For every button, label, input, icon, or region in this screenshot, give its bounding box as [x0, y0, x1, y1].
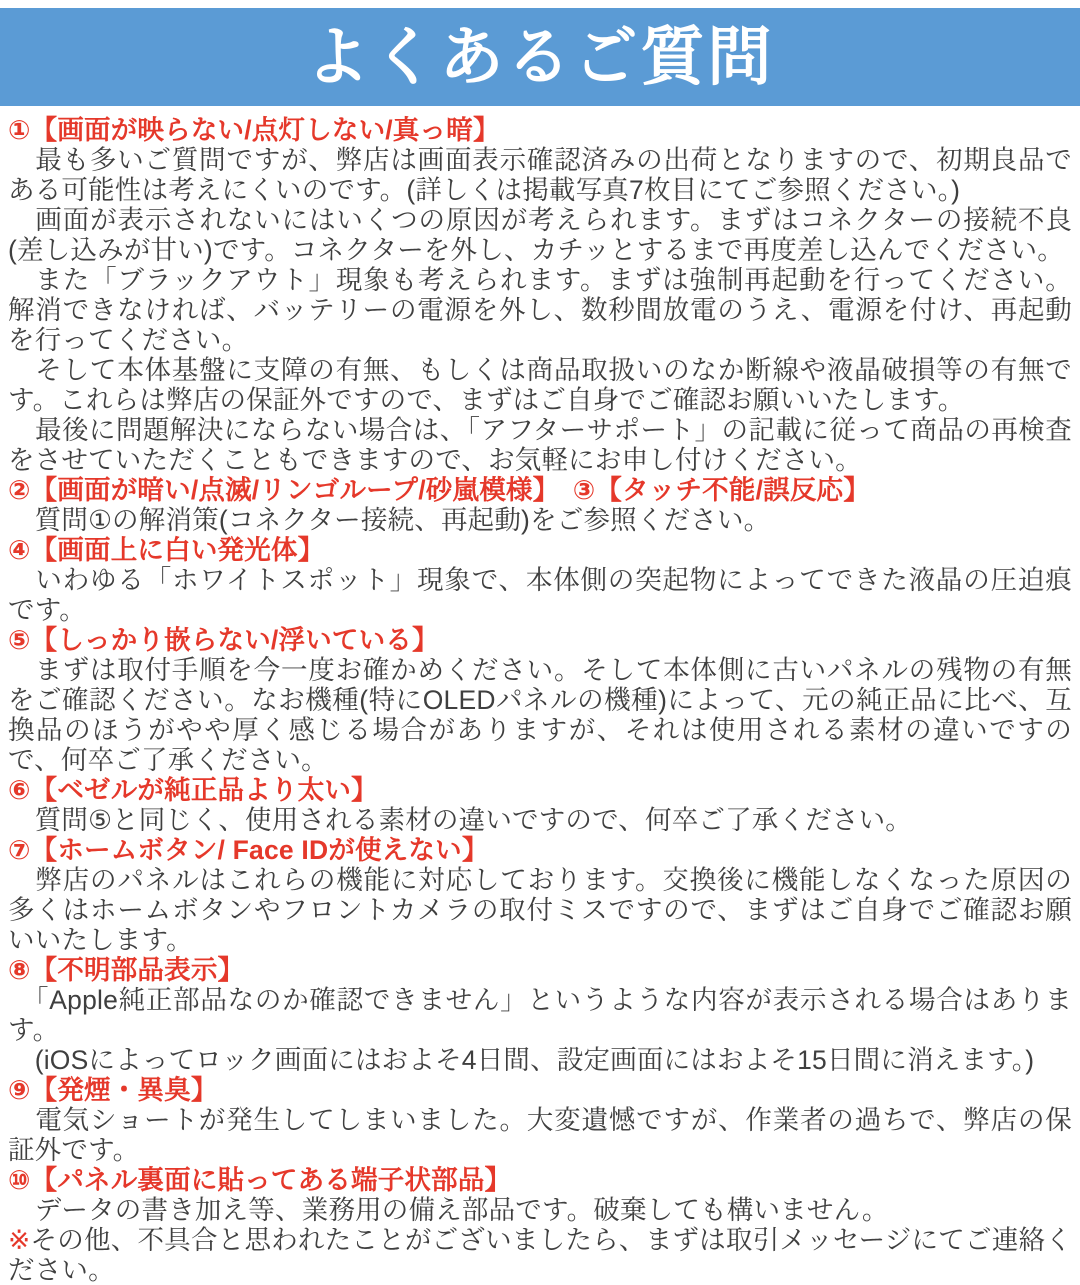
- faq-answer-paragraph: 「Apple純正部品なのか確認できません」というような内容が表示される場合はあります。: [8, 985, 1072, 1045]
- faq-answer-paragraph: 最も多いご質問ですが、弊店は画面表示確認済みの出荷となりますので、初期良品である可能性は考えにくいのです。(詳しくは掲載写真7枚目にてご参照ください。): [8, 145, 1072, 205]
- faq-item: [8, 775, 1072, 835]
- faq-notice-page: [0, 8, 1080, 1285]
- faq-answer-paragraph: そして本体基盤に支障の有無、もしくは商品取扱いのなか断線や液晶破損等の有無です。これらは弊店の保証外ですので、まずはご自身でご確認お願いいたします。: [8, 355, 1072, 415]
- faq-question-heading: ⑥【ベゼルが純正品より太い】: [8, 775, 378, 805]
- faq-question-heading: ④【画面上に白い発光体】: [8, 535, 325, 565]
- faq-answer-paragraph: 弊店のパネルはこれらの機能に対応しております。交換後に機能しなくなった原因の多くはホームボタンやフロントカメラの取付ミスですので、まずはご自身でご確認お願いいたします。: [8, 865, 1072, 955]
- footnote-marker: ※: [8, 1225, 31, 1255]
- faq-item: [8, 535, 1072, 625]
- faq-content: [0, 106, 1080, 1285]
- faq-item: [8, 1075, 1072, 1165]
- faq-answer-paragraph: いわゆる「ホワイトスポット」現象で、本体側の突起物によってできた液晶の圧迫痕です。: [8, 565, 1072, 625]
- page-title: よくあるご質問: [305, 21, 775, 93]
- faq-answer-paragraph: (iOSによってロック画面にはおよそ4日間、設定画面にはおよそ15日間に消えます。): [8, 1045, 1035, 1075]
- faq-question-heading: ⑧【不明部品表示】: [8, 955, 245, 985]
- page-header-banner: [0, 8, 1080, 106]
- faq-item: [8, 1165, 1072, 1225]
- faq-item: [8, 115, 1072, 475]
- faq-answer-paragraph: 電気ショートが発生してしまいました。大変遺憾ですが、作業者の過ちで、弊店の保証外です。: [8, 1105, 1072, 1165]
- faq-question-heading: ①【画面が映らない/点灯しない/真っ暗】: [8, 115, 500, 145]
- faq-question-heading: ②【画面が暗い/点滅/リンゴループ/砂嵐模様】 ③【タッチ不能/誤反応】: [8, 475, 870, 505]
- faq-item: [8, 475, 1072, 535]
- faq-question-heading: ⑨【発煙・異臭】: [8, 1075, 218, 1105]
- faq-item: [8, 625, 1072, 775]
- footnote: [8, 1225, 1072, 1285]
- faq-item: [8, 835, 1072, 955]
- faq-item: [8, 955, 1072, 1075]
- faq-list: [8, 115, 1072, 1225]
- faq-answer-paragraph: 質問①の解消策(コネクター接続、再起動)をご参照ください。: [8, 505, 771, 535]
- footnote-text: その他、不具合と思われたことがございましたら、まずは取引メッセージにてご連絡ください。: [8, 1225, 1072, 1285]
- faq-answer-paragraph: 最後に問題解決にならない場合は、「アフターサポート」の記載に従って商品の再検査をさせていただくこともできますので、お気軽にお申し付けください。: [8, 415, 1072, 475]
- faq-question-heading: ⑦【ホームボタン/ Face IDが使えない】: [8, 835, 489, 865]
- faq-answer-paragraph: まずは取付手順を今一度お確かめください。そして本体側に古いパネルの残物の有無をご確認ください。なお機種(特にOLEDパネルの機種)によって、元の純正品に比べ、互換品のほうがやや厚く感じる場合がありますが、それは使用される素材の違いですので、何卒ご了承ください。: [8, 655, 1072, 775]
- faq-question-heading: ⑩【パネル裏面に貼ってある端子状部品】: [8, 1165, 512, 1195]
- faq-answer-paragraph: データの書き加え等、業務用の備え部品です。破棄しても構いません。: [8, 1195, 889, 1225]
- faq-question-heading: ⑤【しっかり嵌らない/浮いている】: [8, 625, 439, 655]
- faq-answer-paragraph: 質問⑤と同じく、使用される素材の違いですので、何卒ご了承ください。: [8, 805, 912, 835]
- faq-answer-paragraph: 画面が表示されないにはいくつの原因が考えられます。まずはコネクターの接続不良(差し込みが甘い)です。コネクターを外し、カチッとするまで再度差し込んでください。: [8, 205, 1072, 265]
- faq-answer-paragraph: また「ブラックアウト」現象も考えられます。まずは強制再起動を行ってください。解消できなければ、バッテリーの電源を外し、数秒間放電のうえ、電源を付け、再起動を行ってください。: [8, 265, 1072, 355]
